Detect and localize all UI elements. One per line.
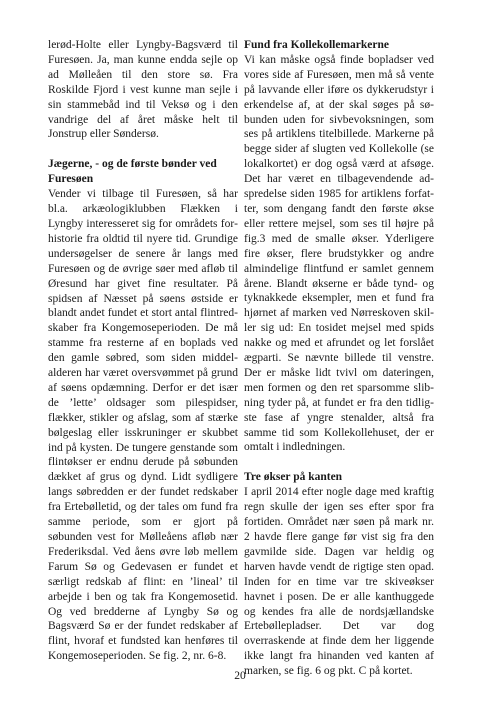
section-heading-tre-oekser: Tre økser på kanten [244,471,343,484]
right-column [244,38,434,679]
section-heading-jaegerne: Jægerne, - og de første bønder ved Furesøen [48,158,217,186]
left-column [48,38,238,664]
page-number: 20 [234,670,246,682]
spacer [48,142,238,157]
section-body-jaegerne: Vender vi tilbage til Furesøen, så har bl.a. arkæologiklubben Flækken i Lyngby interesseret sig for områdets forhistorie fra oldtid til nyere tid. Grundige undersøgelser de senere år langs med Furesøen og de øvrige søer med afløb til Øresund har givet fine resultater. På spidsen af Næsset på søens østside er blandt andet fundet et stort antal flintredskaber fra Kongemoseperioden. De må stamme fra resterne af en boplads ved den gamle søbred, som siden middelalderen har været oversvømmet på grund af søens opdæmning. Derfor er det især de ’lette’ oldsager som pilespidser, flækker, stikler og afslag, som af stærke bølgeslag eller isskruninger er skubbet ind på kysten. De tungere genstande som flintøkser er endnu derude på søbunden dækket af grus og dynd. Lidt sydligere langs søbredden er der fundet redskaber fra Ertebølletid, og der tales om fund fra samme periode, som er gjort på søbunden vest for Mølleåens afløb nær Frederiksdal. Ved åens øvre løb mellem Farum Sø og Gedevasen er fundet et særligt redskab af flint: en ’lineal’ til arbejde i ben og tak fra Kongemosetid. Og ved bredderne af Lyngby Sø og Bagsværd Sø er der fundet redskaber af flint, hvoraf et fundsted kan henføres til Kongemoseperioden. Se fig. 2, nr. 6-8. [48,188,238,663]
section-heading-kollekolle: Fund fra Kollekollemarkerne [244,39,390,51]
section-body-tre-oekser: I april 2014 efter nogle dage med kraftig regn skulle der igen ses efter spor fra fortiden. Området nær søen på mark nr. 2 havde flere gange før vist sig fra den gavmilde side. Dagen var heldig og harven havde vendt de rigtige sten opad. Inden for en time var tre skiveøkser havnet i posen. De er alle kanthuggede og kendes fra alle de nordsjællandske Ertebøllepladser. Det var dog overraskende at finde dem her liggende ikke langt fra hinanden ved kanten af marken, se fig. 6 og pkt. C på kortet. [244,486,434,678]
section-body-kollekolle: Vi kan måske også finde bopladser ved vores side af Furesøen, men må så vente på lavvande eller iføre os dykkerudstyr i erkendelse af, at der skal søges på søbunden uden for sivbevoksningen, som ses på artiklens titelbillede. Markerne på begge sider af slugten ved Kollekolle (se lokalkortet) er dog også værd at afsøge. Det har været en tilbagevendende adspredelse siden 1985 for artiklens forfatter, som dengang fandt den første økse eller rettere mejsel, som ses til højre på fig.3 med de smalle økser. Yderligere fire økser, flere brudstykker og andre almindelige flintfund er samlet gennem årene. Blandt økserne er både tynd- og tyknakkede eksempler, men et fund fra hjørnet af marken ved Nørreskoven skiller sig ud: En tosidet mejsel med spids nakke og med et afrundet og let forslået ægparti. Se nævnte billede til venstre. Der er måske lidt tvivl om dateringen, men formen og den ret sparsomme slibning tyder på, at fundet er fra den tidligste fase af yngre stenalder, altså fra samme tid som Kollekollehuset, der er omtalt i indledningen. [244,53,434,454]
spacer [244,455,434,470]
intro-paragraph: lerød-Holte eller Lyngby-Bagsværd til Furesøen. Ja, man kunne endda sejle op ad Mølleåen til den store sø. Fra Roskilde Fjord i vest kunne man sejle i sin stammebåd ind til Veksø og i den vandrige del af året måske helt til Jonstrup eller Søndersø. [48,39,238,141]
